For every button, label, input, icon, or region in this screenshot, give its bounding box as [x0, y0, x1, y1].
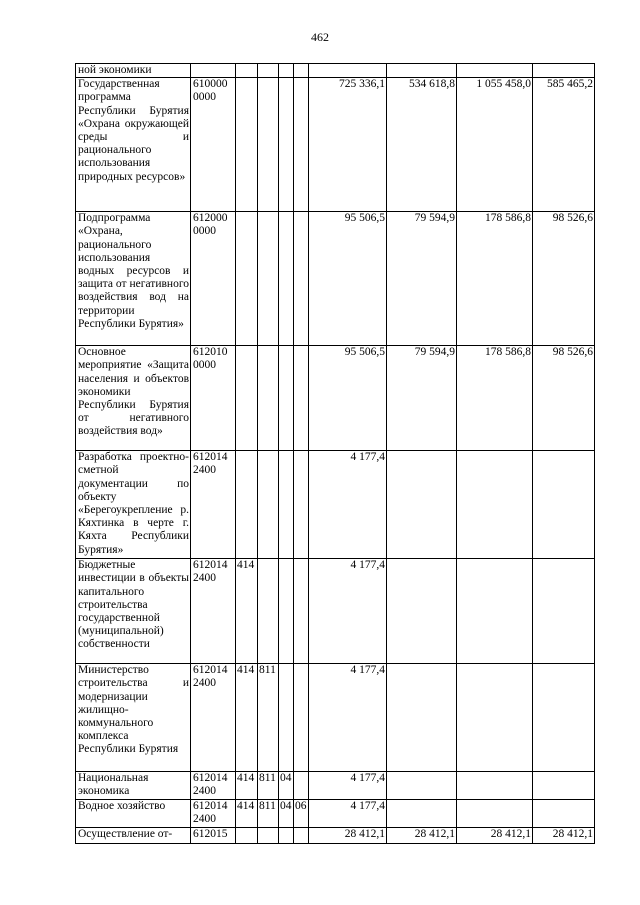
- row-grbs-cell: [236, 78, 258, 212]
- row-pr-cell: [279, 212, 294, 346]
- row-code-cell: 610000 0000: [191, 78, 236, 212]
- row-value-2-cell: 79 594,9: [387, 346, 457, 451]
- table-row: [76, 346, 595, 451]
- row-rz-cell: [258, 346, 279, 451]
- row-rz-cell: [258, 451, 279, 559]
- row-value-2-cell: [387, 451, 457, 559]
- row-pr-cell: [279, 828, 294, 844]
- row-value-3-cell: [457, 800, 533, 828]
- row-rz-cell: [258, 212, 279, 346]
- row-name-cell: Бюджетные инвестиции в объекты капитального строительства государственной (муниципальной) собственности: [76, 559, 191, 664]
- row-vr-cell: [294, 346, 309, 451]
- row-rz-cell: [258, 78, 279, 212]
- row-code-cell: 612014 2400: [191, 664, 236, 772]
- row-name-cell: Разработка проектно-сметной документации по объекту «Берегоукрепление р. Кяхтинка в черте г. Кяхта Республики Бурятия»: [76, 451, 191, 559]
- row-value-3-cell: [457, 559, 533, 664]
- row-code-cell: [191, 64, 236, 78]
- row-grbs-cell: [236, 828, 258, 844]
- row-value-2-cell: [387, 772, 457, 800]
- row-name-cell: Национальная экономика: [76, 772, 191, 800]
- row-code-cell: 612015: [191, 828, 236, 844]
- row-code-cell: 612014 2400: [191, 559, 236, 664]
- row-value-1-cell: 28 412,1: [309, 828, 387, 844]
- row-vr-cell: [294, 78, 309, 212]
- row-name-cell: Основное мероприятие «Защита населения и объектов экономики Республики Бурятия от негативного воздействия вод»: [76, 346, 191, 451]
- row-name-cell: Государственная программа Республики Бурятия «Охрана окружающей среды и рационального использования природных ресурсов»: [76, 78, 191, 212]
- row-grbs-cell: 414: [236, 800, 258, 828]
- row-value-2-cell: [387, 800, 457, 828]
- row-pr-cell: 04: [279, 772, 294, 800]
- row-vr-cell: [294, 64, 309, 78]
- row-value-2-cell: [387, 664, 457, 772]
- row-pr-cell: [279, 78, 294, 212]
- row-name-cell: Подпрограмма «Охрана, рационального использования водных ресурсов и защита от негативного воздействия вод на территории Республики Бурятия»: [76, 212, 191, 346]
- row-grbs-cell: [236, 451, 258, 559]
- row-code-cell: 612014 2400: [191, 772, 236, 800]
- row-vr-cell: [294, 828, 309, 844]
- row-pr-cell: [279, 559, 294, 664]
- row-value-1-cell: 725 336,1: [309, 78, 387, 212]
- table-row: [76, 772, 595, 800]
- row-code-cell: 612014 2400: [191, 451, 236, 559]
- row-value-4-cell: 98 526,6: [533, 212, 595, 346]
- row-value-4-cell: [533, 451, 595, 559]
- table-row: [76, 451, 595, 559]
- row-vr-cell: [294, 772, 309, 800]
- row-value-2-cell: [387, 559, 457, 664]
- row-value-4-cell: 28 412,1: [533, 828, 595, 844]
- row-rz-cell: 811: [258, 664, 279, 772]
- row-value-1-cell: [309, 64, 387, 78]
- row-code-cell: 612014 2400: [191, 800, 236, 828]
- table-row: [76, 800, 595, 828]
- page-number: 462: [311, 30, 329, 44]
- row-grbs-cell: [236, 212, 258, 346]
- row-value-3-cell: [457, 451, 533, 559]
- row-value-4-cell: [533, 800, 595, 828]
- row-value-2-cell: 28 412,1: [387, 828, 457, 844]
- row-value-1-cell: 95 506,5: [309, 212, 387, 346]
- table-row: [76, 828, 595, 844]
- row-pr-cell: [279, 664, 294, 772]
- row-value-3-cell: 178 586,8: [457, 346, 533, 451]
- row-name-cell: Водное хозяйство: [76, 800, 191, 828]
- row-value-3-cell: [457, 772, 533, 800]
- row-vr-cell: [294, 451, 309, 559]
- row-value-2-cell: 534 618,8: [387, 78, 457, 212]
- table-row: [76, 64, 595, 78]
- row-value-4-cell: [533, 64, 595, 78]
- row-value-4-cell: 98 526,6: [533, 346, 595, 451]
- row-rz-cell: [258, 64, 279, 78]
- row-value-4-cell: 585 465,2: [533, 78, 595, 212]
- row-value-1-cell: 4 177,4: [309, 559, 387, 664]
- row-vr-cell: [294, 664, 309, 772]
- row-value-1-cell: 4 177,4: [309, 664, 387, 772]
- row-value-2-cell: [387, 64, 457, 78]
- row-value-3-cell: 1 055 458,0: [457, 78, 533, 212]
- row-code-cell: 612010 0000: [191, 346, 236, 451]
- row-pr-cell: 04: [279, 800, 294, 828]
- table-row: [76, 664, 595, 772]
- row-value-1-cell: 4 177,4: [309, 800, 387, 828]
- row-grbs-cell: 414: [236, 664, 258, 772]
- row-value-2-cell: 79 594,9: [387, 212, 457, 346]
- row-pr-cell: [279, 64, 294, 78]
- row-rz-cell: [258, 828, 279, 844]
- row-value-1-cell: 95 506,5: [309, 346, 387, 451]
- row-value-3-cell: [457, 664, 533, 772]
- row-name-cell: Министерство строительства и модернизации жилищно-коммунального комплекса Республики Бурятия: [76, 664, 191, 772]
- row-name-cell: ной экономики: [76, 64, 191, 78]
- row-grbs-cell: [236, 64, 258, 78]
- row-value-3-cell: [457, 64, 533, 78]
- row-grbs-cell: [236, 346, 258, 451]
- row-value-3-cell: 178 586,8: [457, 212, 533, 346]
- table-row: [76, 78, 595, 212]
- row-value-4-cell: [533, 559, 595, 664]
- budget-table: [75, 63, 595, 844]
- row-value-4-cell: [533, 772, 595, 800]
- row-value-1-cell: 4 177,4: [309, 772, 387, 800]
- row-pr-cell: [279, 451, 294, 559]
- row-name-cell: Осуществление от-: [76, 828, 191, 844]
- row-pr-cell: [279, 346, 294, 451]
- row-grbs-cell: 414: [236, 772, 258, 800]
- table-row: [76, 559, 595, 664]
- row-code-cell: 612000 0000: [191, 212, 236, 346]
- row-vr-cell: [294, 212, 309, 346]
- row-vr-cell: 06: [294, 800, 309, 828]
- row-value-1-cell: 4 177,4: [309, 451, 387, 559]
- row-value-4-cell: [533, 664, 595, 772]
- row-grbs-cell: 414: [236, 559, 258, 664]
- row-vr-cell: [294, 559, 309, 664]
- row-rz-cell: [258, 559, 279, 664]
- row-rz-cell: 811: [258, 772, 279, 800]
- row-value-3-cell: 28 412,1: [457, 828, 533, 844]
- row-rz-cell: 811: [258, 800, 279, 828]
- table-row: [76, 212, 595, 346]
